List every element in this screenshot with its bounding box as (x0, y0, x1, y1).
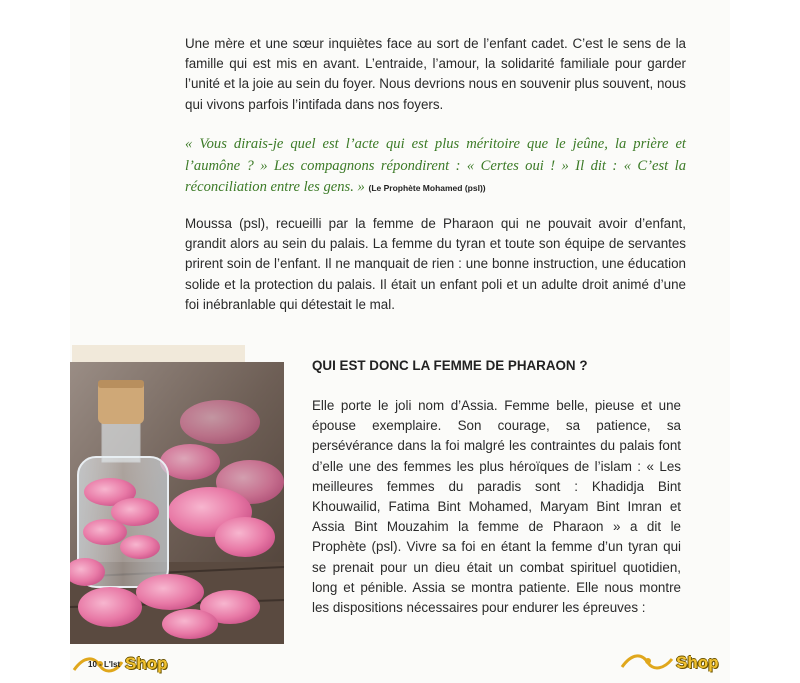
page-number: 10 - L'Ist (88, 660, 121, 669)
section-heading: QUI EST DONC LA FEMME DE PHARAON ? (312, 358, 588, 373)
watermark-right-text: Shop (676, 653, 719, 672)
quote-text: « Vous dirais-je quel est l’acte qui est plus méritoire que le jeûne, la prière et l’aumône ? » Les compagnons répondirent : « Certes oui ! » Il dit : « C’est la réconciliation entre les gens. » (185, 136, 686, 195)
rose-petals-photo (70, 362, 284, 644)
footer-right (620, 645, 740, 678)
photo-illustration (70, 362, 284, 644)
quote-attribution: (Le Prophète Mohamed (psl)) (368, 183, 486, 193)
moussa-paragraph: Moussa (psl), recueilli par la femme de Pharaon qui ne pouvait avoir d’enfant, grandit alors au sein du palais. La femme du tyran et toute son équipe de servantes prirent soin de l’enfant. Il ne manquait de rien : une bonne instruction, une éducation solide et la protection du palais. Il était un enfant poli et un adulte droit animé d’une foi inébranlable qui détestait le mal. (185, 216, 686, 312)
watermark-left-text: Shop (125, 654, 168, 673)
assia-paragraph: Elle porte le joli nom d’Assia. Femme belle, pieuse et une épouse exemplaire. Son courage, sa patience, sa persévérance dans la foi malgré les contraintes du palais font d’elle une des femmes les plus héroïques de l’islam : « Les meilleures femmes du paradis sont : Khadidja Bint Khouwailid, Fatima Bint Mohamed, Maryam Bint Imran et Assia Bint Mouzahim la femme de Pharaon » a dit le Prophète (psl). Vivre sa foi en étant la femme d’un tyran qui se prenait pour un dieu était un combat spirituel quotidien, long et pénible. Assia se montra patiente. Elle nous montre les dispositions nécessaires pour endurer les épreuves : (312, 398, 681, 616)
intro-paragraph: Une mère et une sœur inquiètes face au sort de l’enfant cadet. C’est le sens de la famille qui est mis en avant. L’entraide, l’amour, la solidarité familiale pour garder l’unité et la joie au sein du foyer. Nous devrions nous en souvenir plus souvent, nous qui vivons parfois l’intifada dans nos foyers. (185, 36, 686, 112)
hadith-quote (185, 134, 686, 200)
